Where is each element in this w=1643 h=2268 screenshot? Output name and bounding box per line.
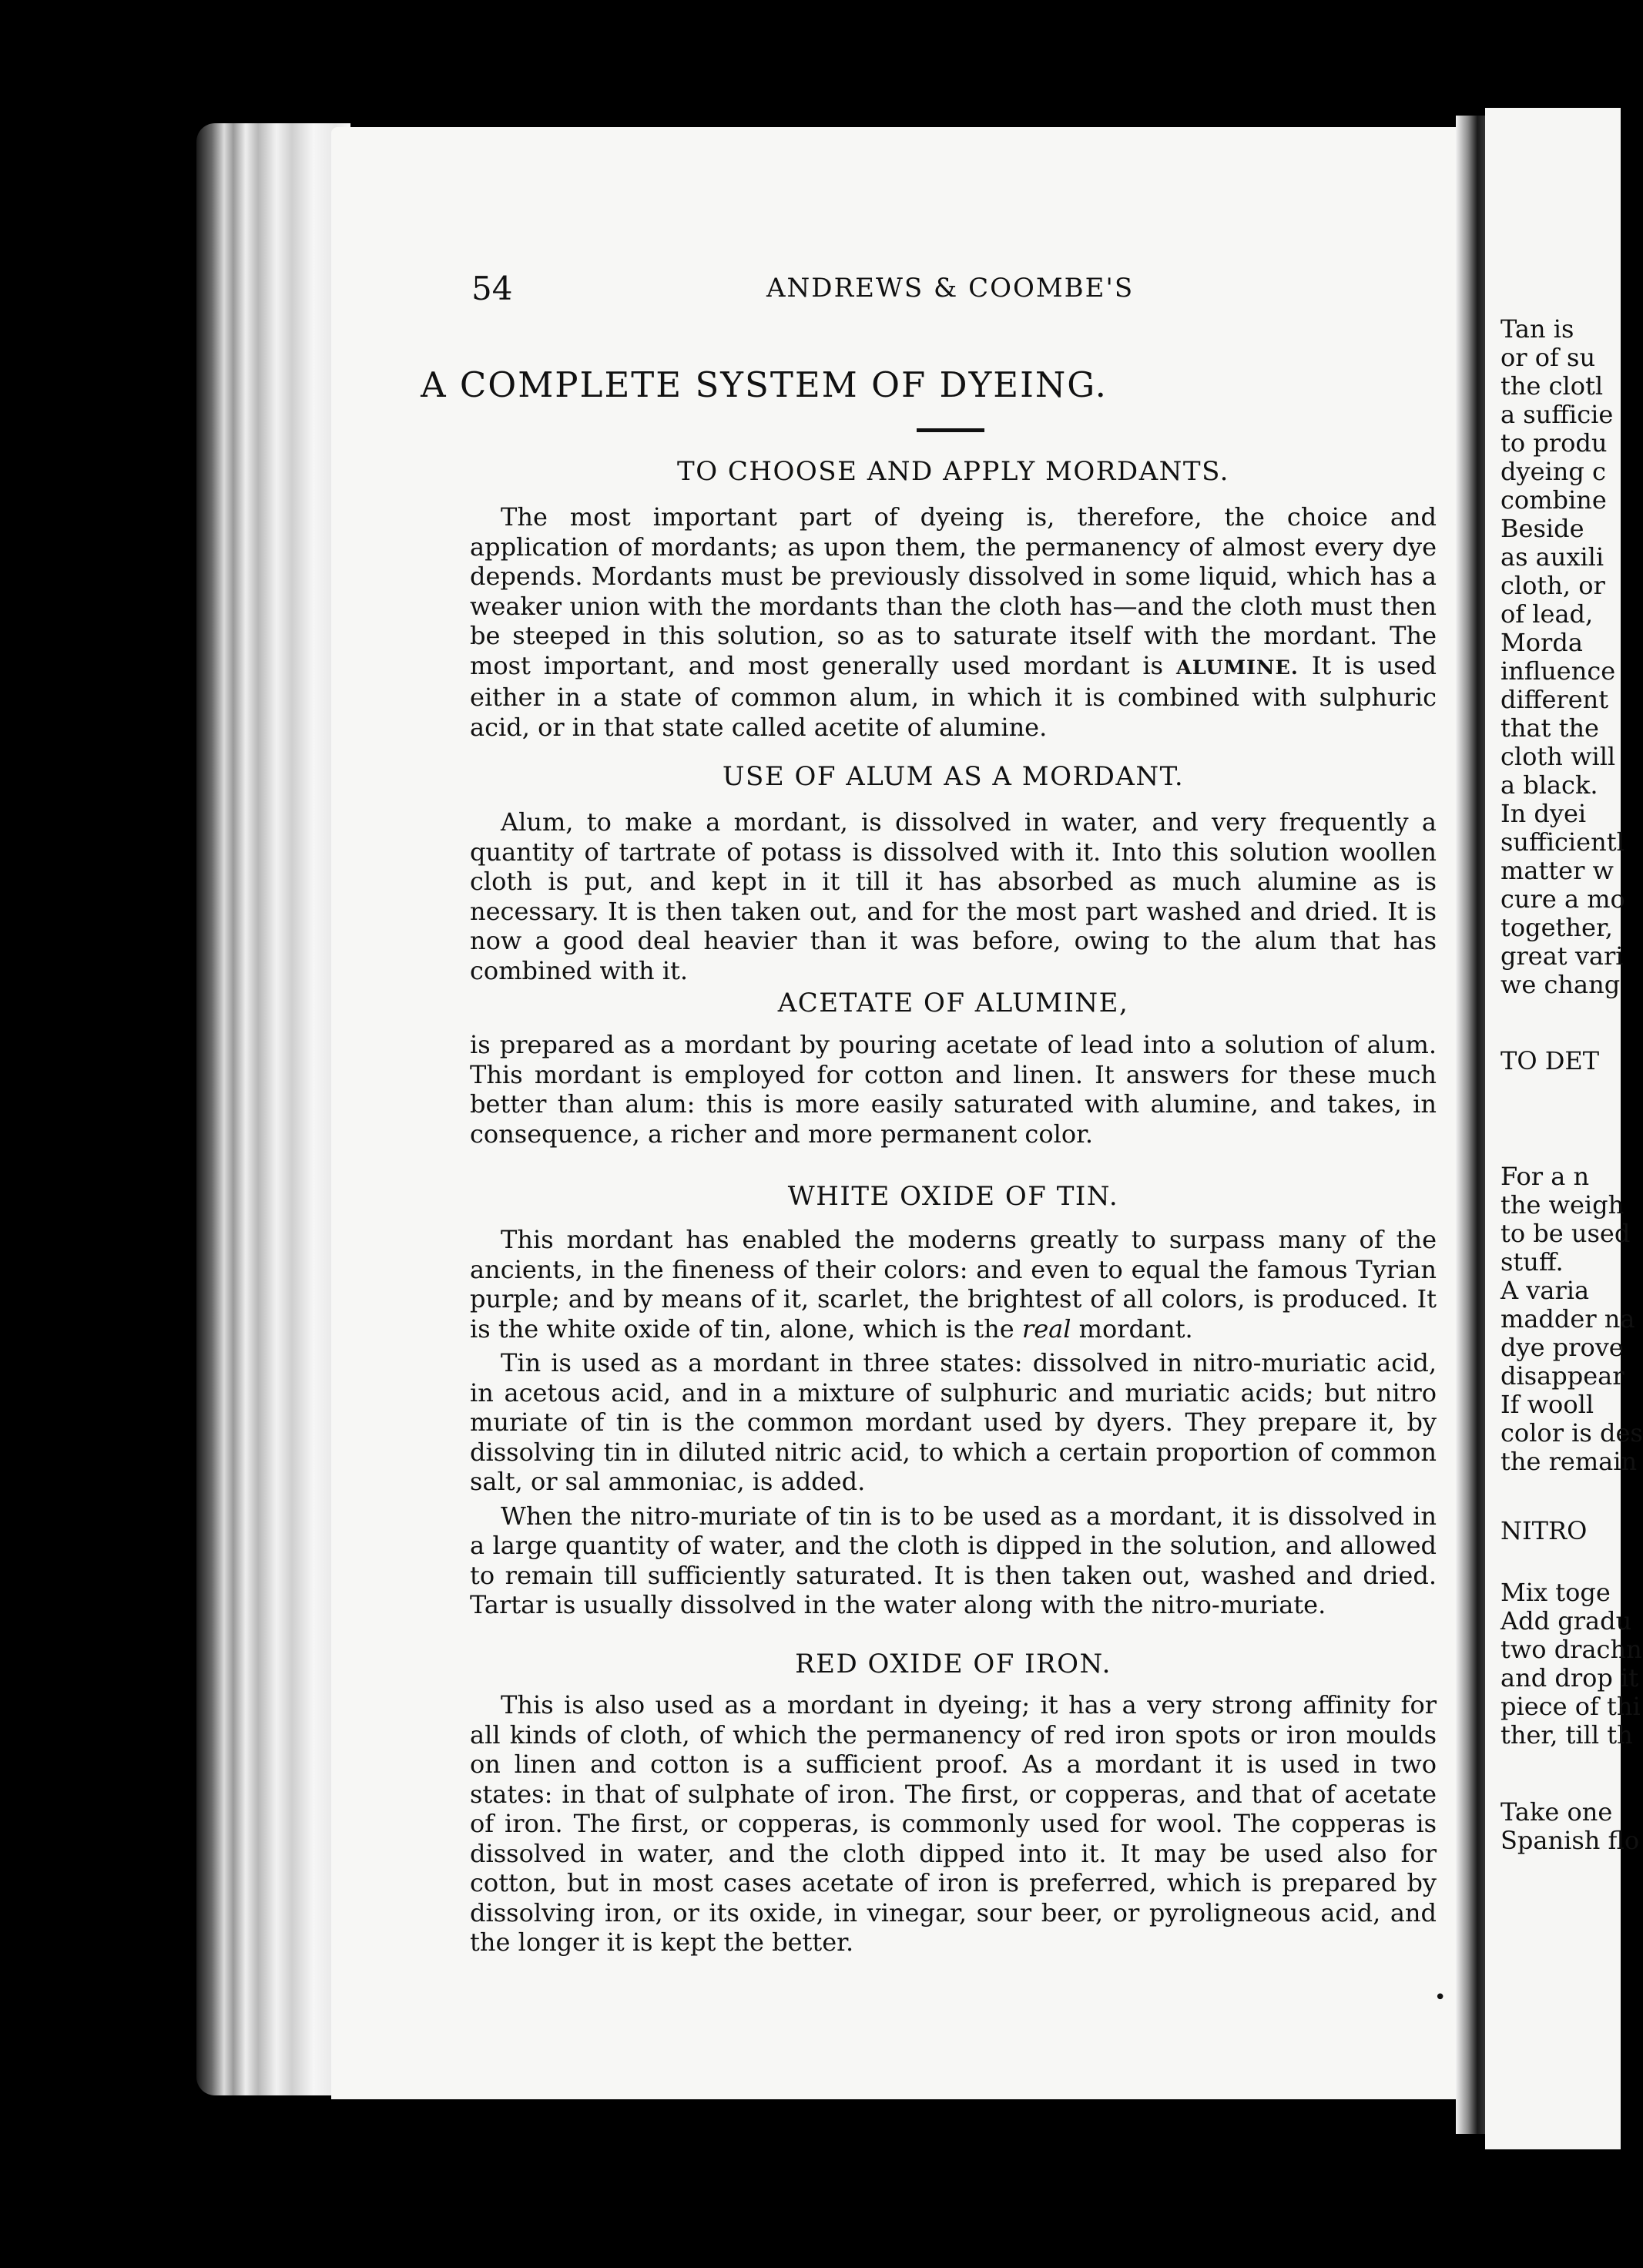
right-page-line: disappear (1500, 1361, 1625, 1391)
title-rule (917, 428, 984, 432)
right-page-line: In dyei (1500, 799, 1587, 828)
right-page-line: Mix toge (1500, 1578, 1611, 1607)
right-page-line: If wooll (1500, 1390, 1594, 1419)
right-page-line: a sufficie (1500, 400, 1614, 429)
book-page-edges (196, 123, 350, 2095)
right-page-line: influence (1500, 656, 1616, 686)
right-page-line: to be used (1500, 1219, 1631, 1248)
right-page-line: madder na (1500, 1304, 1635, 1334)
paragraph-text: It is used either in a state of common alum, in which it is combined with sulphuric acid, or in that state called acetite of alumine. (470, 650, 1437, 742)
right-page-line: together, (1500, 913, 1613, 942)
section-body-iron (470, 1690, 1437, 1958)
right-page-line: the clotl (1500, 371, 1604, 401)
paragraph-text: This is also used as a mordant in dyeing; it has a very strong affinity for all kinds of cloth, of which the permanency of red iron spots or iron moulds on linen and cotton is a sufficient proof. As a mordant it is used in two states: in that of sulphate of iron. The first, or copperas, and that of acetate of iron. The first, or copperas, is commonly used for wool. The copperas is dissolved in water, and the cloth dipped into it. It may be used also for cotton, but in most cases acetate of iron is preferred, which is prepared by dissolving iron, or its oxide, in vinegar, sour beer, or pyroligneous acid, and the longer it is kept the better. (470, 1690, 1437, 1957)
right-page-line: A varia (1500, 1276, 1590, 1305)
right-page-line: stuff. (1500, 1247, 1564, 1277)
right-page-line: matter w (1500, 856, 1614, 885)
right-page-line: the remain (1500, 1447, 1638, 1476)
right-page-line: and drop it (1500, 1663, 1639, 1693)
printer-mark: • (1434, 1986, 1447, 2009)
right-page-line: dye prove (1500, 1333, 1624, 1362)
right-page-line: cure a mo (1500, 884, 1625, 914)
page-title: A COMPLETE SYSTEM OF DYEING. (421, 364, 1108, 405)
section-heading-alum: USE OF ALUM AS A MORDANT. (722, 761, 1185, 792)
right-page-line: of lead, (1500, 599, 1594, 629)
right-page-line: Tan is (1500, 314, 1574, 344)
right-page-line: NITRO (1500, 1516, 1588, 1545)
paragraph-text: Tin is used as a mordant in three states: dissolved in nitro-muriatic acid, in acetous acid, and in a mixture of sulphuric and muriatic acids; but nitro muriate of tin is the common mordant used by dyers. They prepare it, by dissolving tin in diluted nitric acid, to which a certain proportion of common salt, or sal ammoniac, is added. (470, 1348, 1437, 1496)
right-page-line: great vari (1500, 941, 1624, 971)
right-page-line: Beside (1500, 514, 1584, 543)
right-page-line: ther, till th (1500, 1720, 1633, 1750)
paragraph-text: is prepared as a mordant by pouring acetate of lead into a solution of alum. This mordant is employed for cotton and linen. It answers for these much better than alum: this is more easily saturated with alumine, and takes, in consequence, a richer and more permanent color. (470, 1030, 1437, 1149)
right-page-fragment (1485, 108, 1643, 2149)
right-page-line: or of su (1500, 343, 1596, 372)
right-page-line: as auxili (1500, 542, 1604, 572)
italic-real: real (1021, 1313, 1071, 1344)
paragraph-text: mordant. (1071, 1313, 1193, 1344)
right-page-line: two drachn (1500, 1635, 1642, 1664)
section-body-tin (470, 1225, 1437, 1620)
alumine-term: ALUMINE. (1175, 656, 1299, 679)
right-page-line: sufficientl (1500, 827, 1625, 857)
paragraph-text: When the nitro-muriate of tin is to be used as a mordant, it is dissolved in a large quantity of water, and the cloth is dipped in the solution, and allowed to remain till sufficiently saturated. It is then taken out, washed and dried. Tartar is usually dissolved in the water along with the nitro-muriate. (470, 1501, 1437, 1619)
right-page-line: combine (1500, 485, 1607, 515)
book-gutter (1456, 116, 1487, 2134)
paragraph-text: The most important part of dyeing is, therefore, the choice and application of mordants; as upon them, the permanency of almost every dye depends. Mordants must be previously dissolved in some liquid, which has a weaker union with the mordants than the cloth has—and the cloth must then be steeped in this solution, so as to saturate itself with the mordant. The most important, and most generally used mordant is (470, 502, 1437, 680)
right-page-line: we chang (1500, 970, 1621, 999)
right-page-line: cloth, or (1500, 571, 1605, 600)
right-page-line: piece of thi (1500, 1692, 1641, 1721)
right-page-line: Take one (1500, 1797, 1613, 1827)
section-body-mordants (470, 502, 1437, 742)
section-heading-mordants: TO CHOOSE AND APPLY MORDANTS. (677, 456, 1229, 487)
paragraph-text: This mordant has enabled the moderns greatly to surpass many of the ancients, in the fineness of their colors: and even to equal the famous Tyrian purple; and by means of it, scarlet, the brightest of all colors, is produced. It is the white oxide of tin, alone, which is the (470, 1225, 1437, 1344)
right-page-line: Morda (1500, 628, 1583, 657)
right-page-line: cloth will (1500, 742, 1616, 771)
section-body-acetate (470, 1030, 1437, 1149)
section-heading-tin: WHITE OXIDE OF TIN. (787, 1181, 1119, 1212)
right-page-line: dyeing c (1500, 457, 1606, 486)
section-heading-iron: RED OXIDE OF IRON. (795, 1649, 1112, 1679)
section-heading-acetate: ACETATE OF ALUMINE, (777, 988, 1129, 1018)
right-page-line: that the (1500, 713, 1599, 743)
right-page-line: Add gradu (1500, 1606, 1632, 1636)
right-page-line: color is des (1500, 1418, 1643, 1448)
paragraph-text: Alum, to make a mordant, is dissolved in water, and very frequently a quantity of tartrate of potass is dissolved with it. Into this solution woollen cloth is put, and kept in it till it has absorbed as much alumine as is necessary. It is then taken out, and for the most part washed and dried. It is now a good deal heavier than it was before, owing to the alum that has combined with it. (470, 807, 1437, 985)
right-page-line: a black. (1500, 770, 1598, 800)
right-page-line: to produ (1500, 428, 1608, 458)
running-title: ANDREWS & COOMBE'S (766, 273, 1135, 304)
right-page-line: different (1500, 685, 1609, 714)
right-page-line: the weigh (1500, 1190, 1625, 1220)
right-page-line: TO DET (1500, 1046, 1600, 1075)
section-body-alum (470, 807, 1437, 985)
right-page-line: Spanish flo (1500, 1826, 1640, 1855)
right-page-line: For a n (1500, 1162, 1590, 1191)
page-number: 54 (471, 270, 513, 307)
